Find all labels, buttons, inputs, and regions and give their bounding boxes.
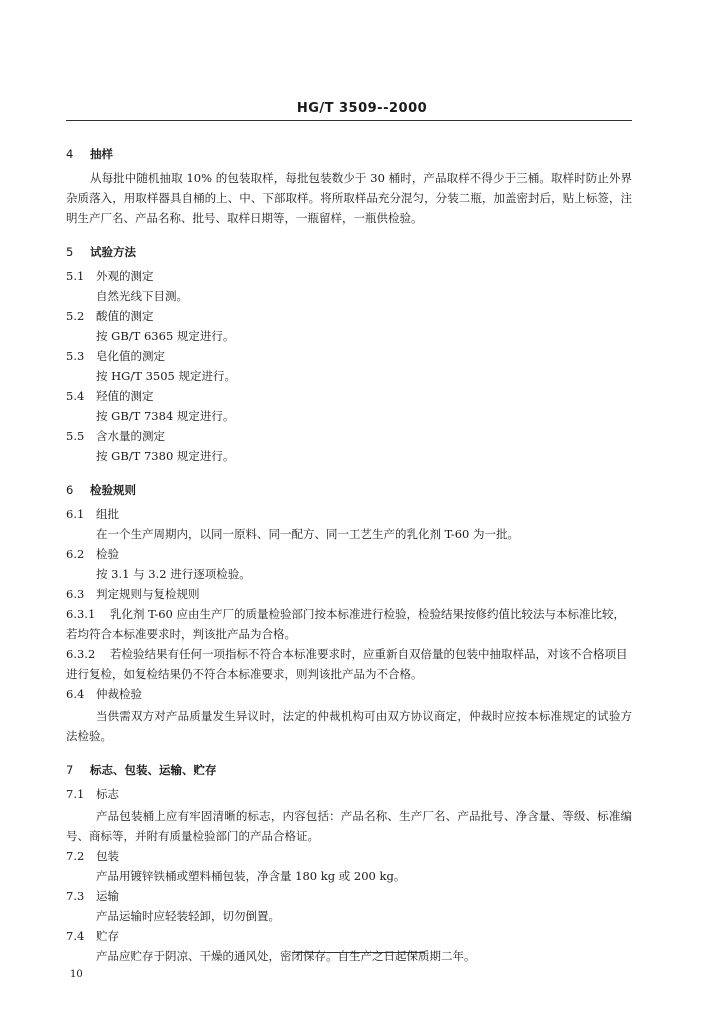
- section-5-heading: [66, 242, 632, 262]
- clause-title: 判定规则与复检规则: [96, 587, 200, 601]
- clause-text: 若检验结果有任何一项指标不符合本标准要求时，应重新自双倍量的包装中抽取样品，对该不合格项目进行复检，如复检结果仍不符合本标准要求，则判该批产品为不合格。: [66, 647, 628, 681]
- clause-6-1-heading: [66, 504, 632, 524]
- section-title: 检验规则: [90, 483, 136, 497]
- section-title: 标志、包装、运输、贮存: [90, 763, 217, 777]
- end-rule: [292, 952, 424, 953]
- clause-title: 标志: [96, 787, 119, 801]
- clause-title: 酸值的测定: [96, 309, 154, 323]
- header-rule: [66, 120, 632, 121]
- clause-5-5-text: 按 GB/T 7380 规定进行。: [96, 449, 235, 463]
- clause-number: 5.2: [66, 309, 85, 323]
- section-4-paragraph: 从每批中随机抽取 10% 的包装取样，每批包装数少于 30 桶时，产品取样不得少于三桶。取样时防止外界杂质落入，用取样器具自桶的上、中、下部取样。将所取样品充分混匀，分装二瓶，加盖密封后，贴上标签，注明生产厂名、产品名称、批号、取样日期等，一瓶留样，一瓶供检验。: [66, 171, 632, 225]
- clause-number: 5.1: [66, 269, 85, 283]
- clause-number: 6.3: [66, 587, 85, 601]
- section-number: 6: [66, 483, 74, 497]
- clause-text: 乳化剂 T-60 应由生产厂的质量检验部门按本标准进行检验，检验结果按修约值比较法与本标准比较，若均符合本标准要求时，判该批产品为合格。: [66, 607, 626, 641]
- clause-5-3-text: 按 HG/T 3505 规定进行。: [96, 369, 236, 383]
- clause-5-4-heading: [66, 386, 632, 406]
- clause-6-1-text: 在一个生产周期内，以同一原料、同一配方、同一工艺生产的乳化剂 T-60 为一批。: [96, 527, 520, 541]
- clause-6-4-text: 当供需双方对产品质量发生异议时，法定的仲裁机构可由双方协议商定，仲裁时应按本标准规定的试验方法检验。: [66, 709, 632, 743]
- clause-title: 贮存: [96, 929, 119, 943]
- section-number: 4: [66, 147, 74, 161]
- clause-number: 7.4: [66, 929, 85, 943]
- clause-number: 7.3: [66, 889, 85, 903]
- clause-number: 5.5: [66, 429, 85, 443]
- clause-5-1-text: 自然光线下目测。: [96, 289, 188, 303]
- clause-number: 7.2: [66, 849, 85, 863]
- clause-title: 仲裁检验: [96, 687, 142, 701]
- clause-7-2-text: 产品用镀锌铁桶或塑料桶包装，净含量 180 kg 或 200 kg。: [96, 869, 406, 883]
- clause-number: 5.4: [66, 389, 85, 403]
- page-number: 10: [70, 969, 83, 980]
- clause-7-4-heading: [66, 926, 632, 946]
- clause-7-4-text: 产品应贮存于阴凉、干燥的通风处，密闭保存。自生产之日起保质期二年。: [96, 949, 476, 963]
- clause-title: 皂化值的测定: [96, 349, 165, 363]
- clause-7-2-heading: [66, 846, 632, 866]
- clause-7-1-heading: [66, 784, 632, 804]
- clause-7-3-heading: [66, 886, 632, 906]
- section-number: 7: [66, 763, 74, 777]
- clause-number: 6.4: [66, 687, 85, 701]
- clause-5-1-heading: [66, 266, 632, 286]
- clause-number: 7.1: [66, 787, 85, 801]
- section-4-heading: [66, 144, 632, 164]
- section-6-heading: [66, 480, 632, 500]
- document-code-header: HG/T 3509--2000: [296, 101, 428, 116]
- clause-5-2-heading: [66, 306, 632, 326]
- clause-5-4-text: 按 GB/T 7384 规定进行。: [96, 409, 235, 423]
- clause-6-3-1: [66, 604, 632, 644]
- document-body: [66, 138, 632, 966]
- clause-6-3-heading: [66, 584, 632, 604]
- section-title: 试验方法: [90, 245, 136, 259]
- clause-number: 5.3: [66, 349, 85, 363]
- clause-number: 6.2: [66, 547, 85, 561]
- clause-title: 含水量的测定: [96, 429, 165, 443]
- section-7-heading: [66, 760, 632, 780]
- clause-5-2-text: 按 GB/T 6365 规定进行。: [96, 329, 235, 343]
- clause-title: 组批: [96, 507, 119, 521]
- clause-6-4-heading: [66, 684, 632, 704]
- clause-6-2-text: 按 3.1 与 3.2 进行逐项检验。: [96, 567, 251, 581]
- clause-6-3-2: [66, 644, 632, 684]
- clause-7-3-text: 产品运输时应轻装轻卸，切勿倒置。: [96, 909, 280, 923]
- clause-5-3-heading: [66, 346, 632, 366]
- clause-title: 羟值的测定: [96, 389, 154, 403]
- clause-6-2-heading: [66, 544, 632, 564]
- clause-number: 6.1: [66, 507, 85, 521]
- clause-title: 运输: [96, 889, 119, 903]
- clause-title: 外观的测定: [96, 269, 154, 283]
- clause-title: 包装: [96, 849, 119, 863]
- clause-number: 6.3.1: [66, 607, 96, 621]
- section-number: 5: [66, 245, 74, 259]
- section-title: 抽样: [90, 147, 113, 161]
- clause-7-1-text: 产品包装桶上应有牢固清晰的标志，内容包括：产品名称、生产厂名、产品批号、净含量、等级、标准编号、商标等，并附有质量检验部门的产品合格证。: [66, 809, 632, 843]
- clause-5-5-heading: [66, 426, 632, 446]
- clause-title: 检验: [96, 547, 119, 561]
- clause-number: 6.3.2: [66, 647, 96, 661]
